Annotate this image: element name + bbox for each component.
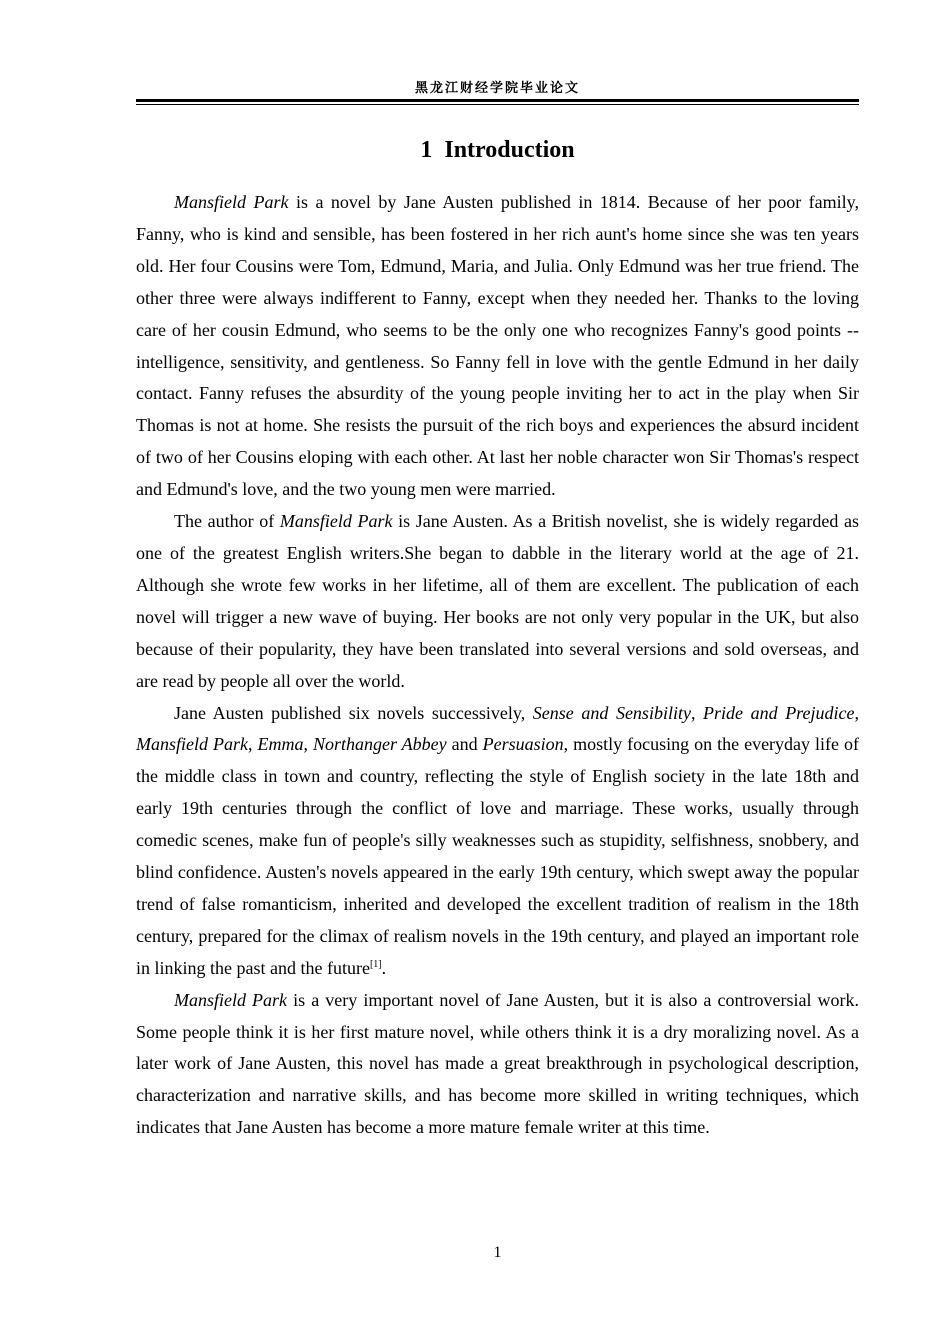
header-rule-thin: [136, 104, 859, 105]
italic-title: Mansfield Park: [279, 511, 393, 532]
italic-title: Northanger Abbey: [312, 734, 447, 755]
paragraph-text: .: [381, 957, 387, 978]
chapter-number: 1: [420, 137, 433, 163]
body-text: [136, 187, 859, 1144]
italic-title: Pride and Prejudice: [703, 702, 855, 723]
paragraph-text: ,: [690, 702, 704, 723]
paragraph-text: The author of: [174, 511, 280, 532]
italic-title: Persuasion: [482, 734, 564, 755]
paragraph-text: Jane Austen published six novels successively,: [174, 702, 533, 723]
paragraph-text: ,: [303, 734, 313, 755]
paragraph-text: is a novel by Jane Austen published in 1814. Because of her poor family, Fanny, who is kind and sensible, has been fostered in her rich aunt's home since she was ten years old. Her four Cousins were Tom, Edmund, Maria, and Julia. Only Edmund was her true friend. The other three were always indifferent to Fanny, except when they needed her. Thanks to the loving care of her cousin Edmund, who seems to be the only one who recognizes Fanny's good points -- intelligence, sensitivity, and gentleness. So Fanny fell in love with the gentle Edmund in her daily contact. Fanny refuses the absurdity of the young people inviting her to act in the play when Sir Thomas is not at home. She resists the pursuit of the rich boys and experiences the absurd incident of two of her Cousins eloping with each other. At last her noble character won Sir Thomas's respect and Edmund's love, and the two young men were married.: [136, 192, 859, 500]
citation-reference[interactable]: [1]: [369, 958, 382, 970]
paragraph-4: [136, 985, 859, 1145]
paragraph-text: and: [446, 734, 483, 755]
header-rule-thick: [136, 99, 859, 102]
chapter-title: [136, 134, 859, 166]
paragraph-3: [136, 698, 859, 985]
italic-title: Mansfield Park: [136, 734, 248, 755]
italic-title: Mansfield Park: [174, 192, 289, 212]
paragraph-text: is a very important novel of Jane Austen, but it is also a controversial work. Some people think it is her first mature novel, while others think it is a dry moralizing novel. As a later work of Jane Austen, this novel has made a great breakthrough in psychological description, characterization and narrative skills, and has become more skilled in writing techniques, which indicates that Jane Austen has become a more mature female writer at this time.: [136, 989, 860, 1138]
italic-title: Mansfield Park: [174, 989, 288, 1010]
paragraph-2: [136, 506, 859, 697]
italic-title: Emma: [257, 734, 304, 755]
italic-title: Sense and Sensibility: [532, 702, 691, 723]
paragraph-text: ,: [247, 734, 258, 755]
paragraph-1: [136, 187, 859, 506]
running-header: 黑龙江财经学院毕业论文: [414, 81, 580, 96]
paragraph-text: , mostly focusing on the everyday life of the middle class in town and country, reflecting the style of English society in the late 18th and early 19th centuries through the conflict of love and marriage. These works, usually through comedic scenes, make fun of people's silly weaknesses such as stupidity, selfishness, snobbery, and blind confidence. Austen's novels appeared in the early 19th century, which swept away the popular trend of false romanticism, inherited and developed the excellent tradition of realism in the 18th century, prepared for the climax of realism novels in the 19th century, and played an important role in linking the past and the future: [136, 734, 860, 978]
paragraph-text: is Jane Austen. As a British novelist, she is widely regarded as one of the greatest English writers.She began to dabble in the literary world at the age of 21. Although she wrote few works in her lifetime, all of them are excellent. The publication of each novel will trigger a new wave of buying. Her books are not only very popular in the UK, but also because of their popularity, they have been translated into several versions and sold overseas, and are read by people all over the world.: [136, 511, 860, 691]
chapter-title-text: Introduction: [444, 137, 575, 163]
paragraph-text: ,: [854, 702, 859, 723]
page-number: 1: [493, 1244, 502, 1261]
